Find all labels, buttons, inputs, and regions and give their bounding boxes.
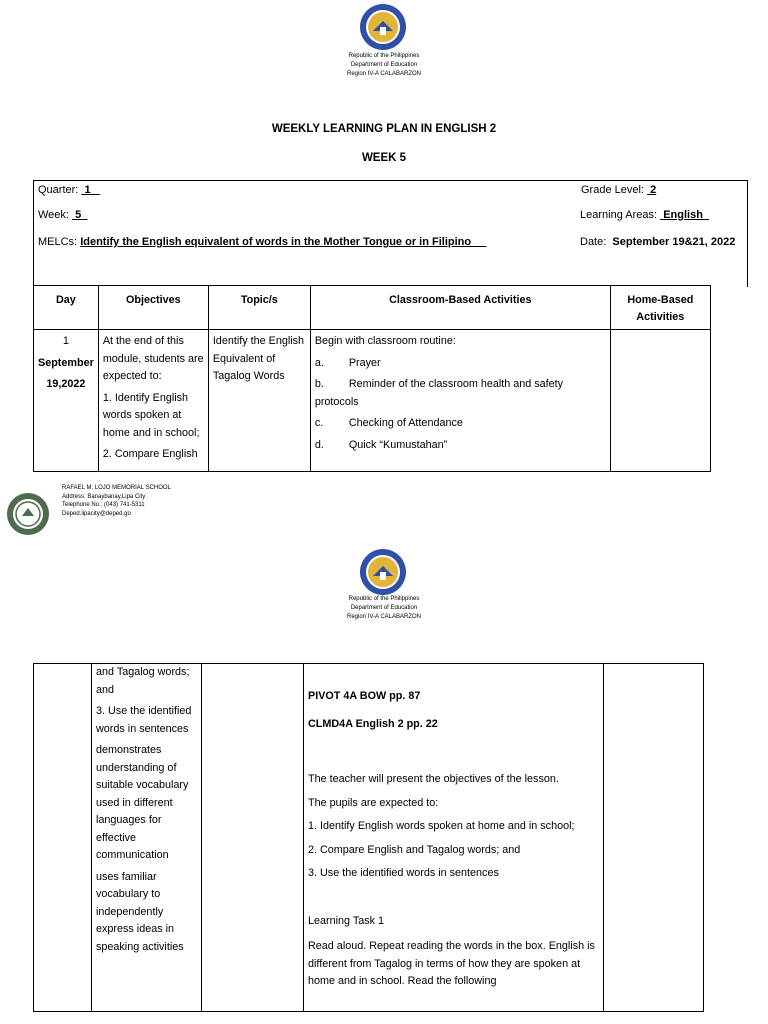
date-field <box>580 236 735 248</box>
date-value: September 19&21, 2022 <box>612 236 736 248</box>
school-seal-icon <box>6 492 50 536</box>
header-objectives: Objectives <box>98 286 208 330</box>
objective-text: 2. Compare English <box>102 448 198 460</box>
week-value: 5 <box>75 209 82 221</box>
objectives-cell <box>98 330 208 472</box>
deped-seal-icon <box>359 548 407 596</box>
letterhead-line3: Region IV-A CALABARZON <box>346 614 422 620</box>
topic-cell <box>202 664 304 1012</box>
list-item: c. Checking of Attendance <box>314 417 463 429</box>
letterhead-line3: Region IV-A CALABARZON <box>346 71 422 77</box>
header-day: Day <box>34 286 99 330</box>
letterhead <box>0 52 768 79</box>
activities-cell <box>310 330 610 472</box>
deped-seal-icon <box>359 3 407 51</box>
melcs-value: Identify the English equivalent of words in the Mother Tongue or in Filipino <box>80 236 472 248</box>
footer-address: Address: Banaybanay,Lipa City <box>62 493 146 500</box>
day-date: 19,2022 <box>46 378 86 390</box>
objective-text: demonstrates understanding of suitable vocabulary used in different languages for effective communication <box>96 744 189 861</box>
day-month: September <box>38 356 94 369</box>
quarter-field <box>38 184 100 196</box>
list-item: d. Quick “Kumustahan” <box>314 438 448 451</box>
area-label: Learning Areas: <box>580 209 658 221</box>
home-cell <box>610 330 710 472</box>
table-row <box>34 664 704 1012</box>
info-box <box>33 180 748 287</box>
objectives-cell <box>92 664 202 1012</box>
activity-text: The teacher will present the objectives of the lesson. <box>308 773 559 785</box>
activity-text: The pupils are expected to: <box>308 796 439 809</box>
header-activities: Classroom-Based Activities <box>310 286 610 330</box>
letterhead-line1: Republic of the Philippines <box>348 53 420 59</box>
plan-table-page2 <box>33 663 704 1012</box>
activities-cell <box>304 664 604 1012</box>
quarter-value: 1 <box>84 184 91 196</box>
grade-label: Grade Level: <box>581 184 644 196</box>
objective-text: 1. Identify English words spoken at home and in school; <box>102 391 200 439</box>
objective-text: 3. Use the identified words in sentences <box>96 705 192 735</box>
list-item: b. Reminder of the classroom health and safety protocols <box>314 378 564 408</box>
activity-text: Learning Task 1 <box>308 914 385 927</box>
footer-email: Deped.lipacity@deped.go <box>62 510 131 517</box>
school-footer <box>6 484 306 534</box>
footer-school: RAFAEL M. LOJO MEMORIAL SCHOOL <box>62 485 171 491</box>
activity-text: 3. Use the identified words in sentences <box>308 867 499 879</box>
header-home: Home-Based Activities <box>610 286 710 330</box>
header-topics: Topic/s <box>208 286 310 330</box>
week-label: Week: <box>38 209 69 221</box>
objective-text: and Tagalog words; and <box>96 666 190 696</box>
week-field <box>38 209 87 221</box>
day-cell <box>34 330 99 472</box>
grade-value: 2 <box>650 184 657 196</box>
topic-cell: Identify the English Equivalent of Tagalog Words <box>208 330 310 472</box>
page-title: WEEKLY LEARNING PLAN IN ENGLISH 2 <box>271 123 497 135</box>
activity-text: Read aloud. Repeat reading the words in the box. English is different from Tagalog in terms of how they are spoken at home and in school. Read the following <box>308 940 595 987</box>
activity-intro: Begin with classroom routine: <box>314 335 456 347</box>
table-row <box>34 330 711 472</box>
week-title: WEEK 5 <box>361 152 407 164</box>
activity-text: 2. Compare English and Tagalog words; and <box>308 843 521 856</box>
home-cell <box>604 664 704 1012</box>
melcs-label: MELCs: <box>38 236 78 248</box>
list-item: a. Prayer <box>314 356 381 369</box>
activity-text: 1. Identify English words spoken at home and in school; <box>308 820 575 832</box>
table-header-row <box>34 286 711 330</box>
area-value: English <box>663 209 703 221</box>
letterhead-line2: Department of Education <box>350 62 418 68</box>
letterhead-line1: Republic of the Philippines <box>348 596 420 602</box>
activity-text: PIVOT 4A BOW pp. 87 <box>308 690 421 702</box>
quarter-label: Quarter: <box>38 184 79 196</box>
date-label: Date: <box>580 236 607 248</box>
area-field <box>580 209 709 221</box>
day-number: 1 <box>62 335 69 347</box>
letterhead-line2: Department of Education <box>350 605 418 611</box>
melcs-field <box>38 236 486 248</box>
letterhead <box>0 595 768 622</box>
objective-text: uses familiar vocabulary to independently express ideas in speaking activities <box>96 870 184 953</box>
plan-table-page1 <box>33 285 711 472</box>
footer-phone: Telephone No.: (043) 741-5311 <box>62 502 145 508</box>
objective-text: At the end of this module, students are expected to: <box>102 335 204 382</box>
activity-text: CLMD4A English 2 pp. 22 <box>308 717 438 730</box>
grade-field <box>581 184 656 196</box>
day-cell <box>34 664 92 1012</box>
